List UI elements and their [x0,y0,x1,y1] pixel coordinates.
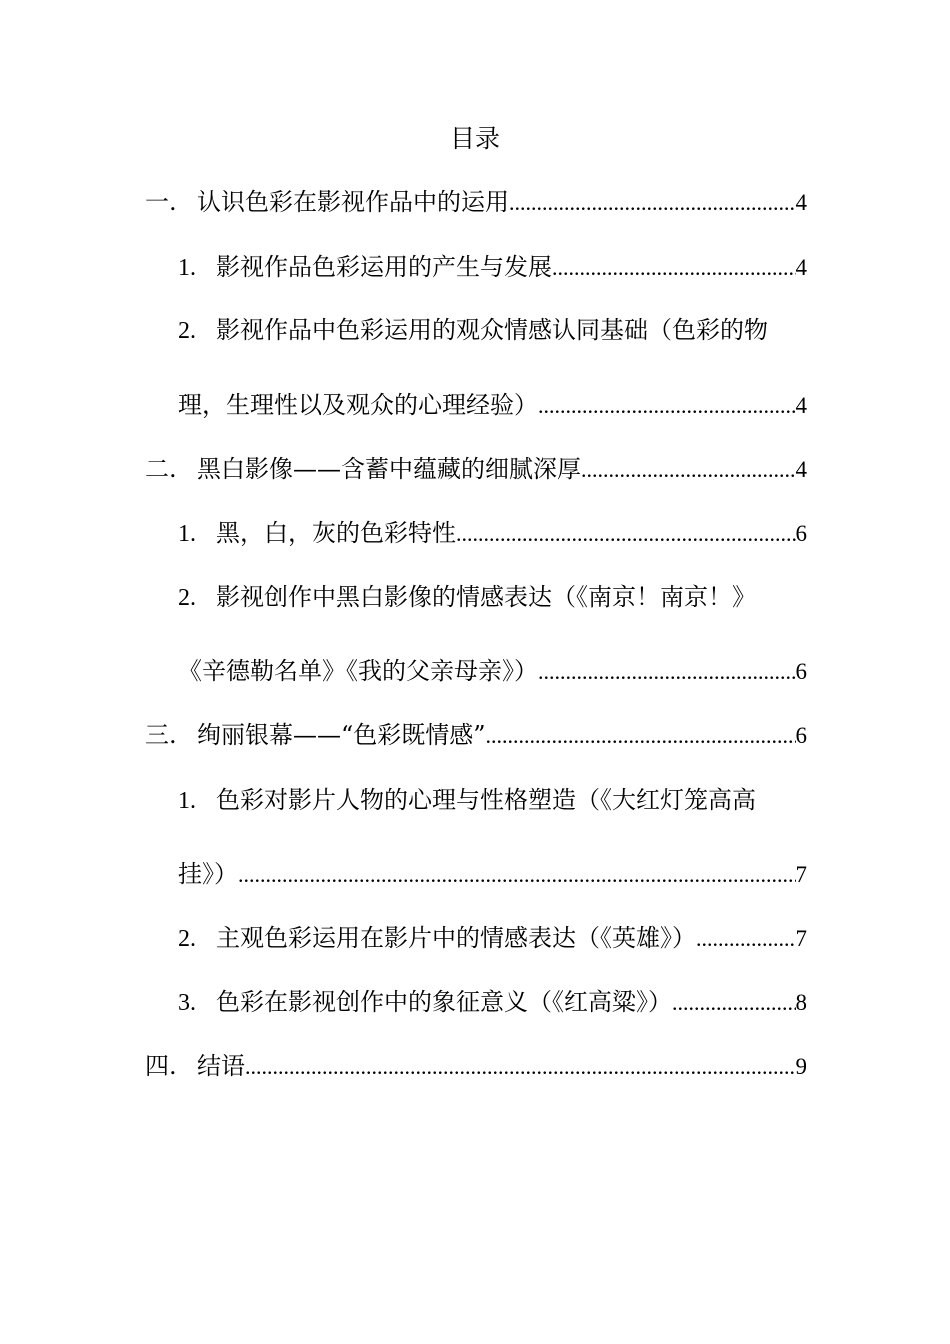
toc-leader-dots [672,986,796,1020]
toc-entry-title-continuation: 理，生理性以及观众的心理经验） [178,391,538,419]
toc-entry-subsection-2-2-continuation[interactable] [178,654,807,689]
toc-entry-number: 二. [145,455,177,483]
toc-entry-subsection-3-3[interactable] [178,985,807,1020]
toc-entry-page: 8 [795,990,807,1015]
toc-entry-subsection-3-1[interactable] [178,783,807,818]
toc-entry-section-4[interactable] [145,1049,807,1084]
toc-entry-title-continuation: 《辛德勒名单》《我的父亲母亲》） [178,657,538,685]
toc-leader-dots [486,719,796,753]
toc-leader-dots [245,1050,796,1084]
toc-leader-dots [696,922,796,956]
toc-entry-number: 3. [178,990,196,1016]
toc-entry-title: 黑，白，灰的色彩特性 [216,519,456,547]
toc-entry-number: 1. [178,521,196,547]
toc-leader-dots [456,517,796,551]
toc-entry-title: 主观色彩运用在影片中的情感表达（《英雄》） [216,924,696,952]
toc-entry-page: 6 [795,659,807,684]
toc-leader-dots [509,186,796,220]
toc-entry-page: 4 [795,190,807,215]
toc-entry-number: 1. [178,255,196,281]
toc-entry-title: 结语 [197,1052,245,1080]
toc-entry-subsection-1-2-continuation[interactable] [178,388,807,423]
toc-entry-title: 色彩对影片人物的心理与性格塑造（《大红灯笼高高 [216,786,756,814]
toc-entry-number: 三. [145,721,177,749]
toc-entry-number: 2. [178,926,196,952]
toc-entry-title: 认识色彩在影视作品中的运用 [197,188,509,216]
toc-entry-page: 4 [795,457,807,482]
toc-entry-page: 6 [795,521,807,546]
toc-entry-number: 四. [145,1052,177,1080]
toc-entry-title: 影视作品中色彩运用的观众情感认同基础（色彩的物 [216,316,768,344]
toc-leader-dots [581,453,796,487]
toc-entry-title: 黑白影像——含蓄中蕴藏的细腻深厚 [197,455,581,483]
toc-leader-dots [538,389,796,423]
toc-entry-title: 色彩在影视创作中的象征意义（《红高粱》） [216,988,672,1016]
toc-entry-number: 一. [145,188,177,216]
toc-entry-number: 2. [178,585,196,611]
toc-entry-title-continuation: 挂》） [178,860,238,888]
toc-entry-page: 4 [795,393,807,418]
toc-entry-subsection-3-1-continuation[interactable] [178,857,807,892]
toc-leader-dots [552,251,796,285]
toc-entry-page: 4 [795,255,807,280]
toc-entry-number: 1. [178,788,196,814]
toc-entry-section-2[interactable] [145,452,807,487]
toc-entry-subsection-3-2[interactable] [178,921,807,956]
toc-entry-number: 2. [178,318,196,344]
toc-entry-section-1[interactable] [145,185,807,220]
toc-entry-section-3[interactable] [145,718,807,753]
toc-entry-subsection-2-2[interactable] [178,580,807,615]
toc-entry-subsection-1-1[interactable] [178,250,807,285]
toc-entry-page: 7 [795,926,807,951]
toc-entry-title: 影视创作中黑白影像的情感表达（《南京！南京！》 [216,583,756,611]
toc-title: 目录 [449,124,500,153]
toc-entry-page: 6 [795,723,807,748]
toc-entry-page: 9 [795,1054,807,1079]
toc-entry-subsection-1-2[interactable] [178,313,807,348]
toc-leader-dots [238,858,796,892]
toc-entry-subsection-2-1[interactable] [178,516,807,551]
toc-entry-page: 7 [795,862,807,887]
toc-entry-title: 绚丽银幕——“色彩既情感” [197,721,486,749]
toc-leader-dots [538,655,796,689]
toc-entry-title: 影视作品色彩运用的产生与发展 [216,253,552,281]
